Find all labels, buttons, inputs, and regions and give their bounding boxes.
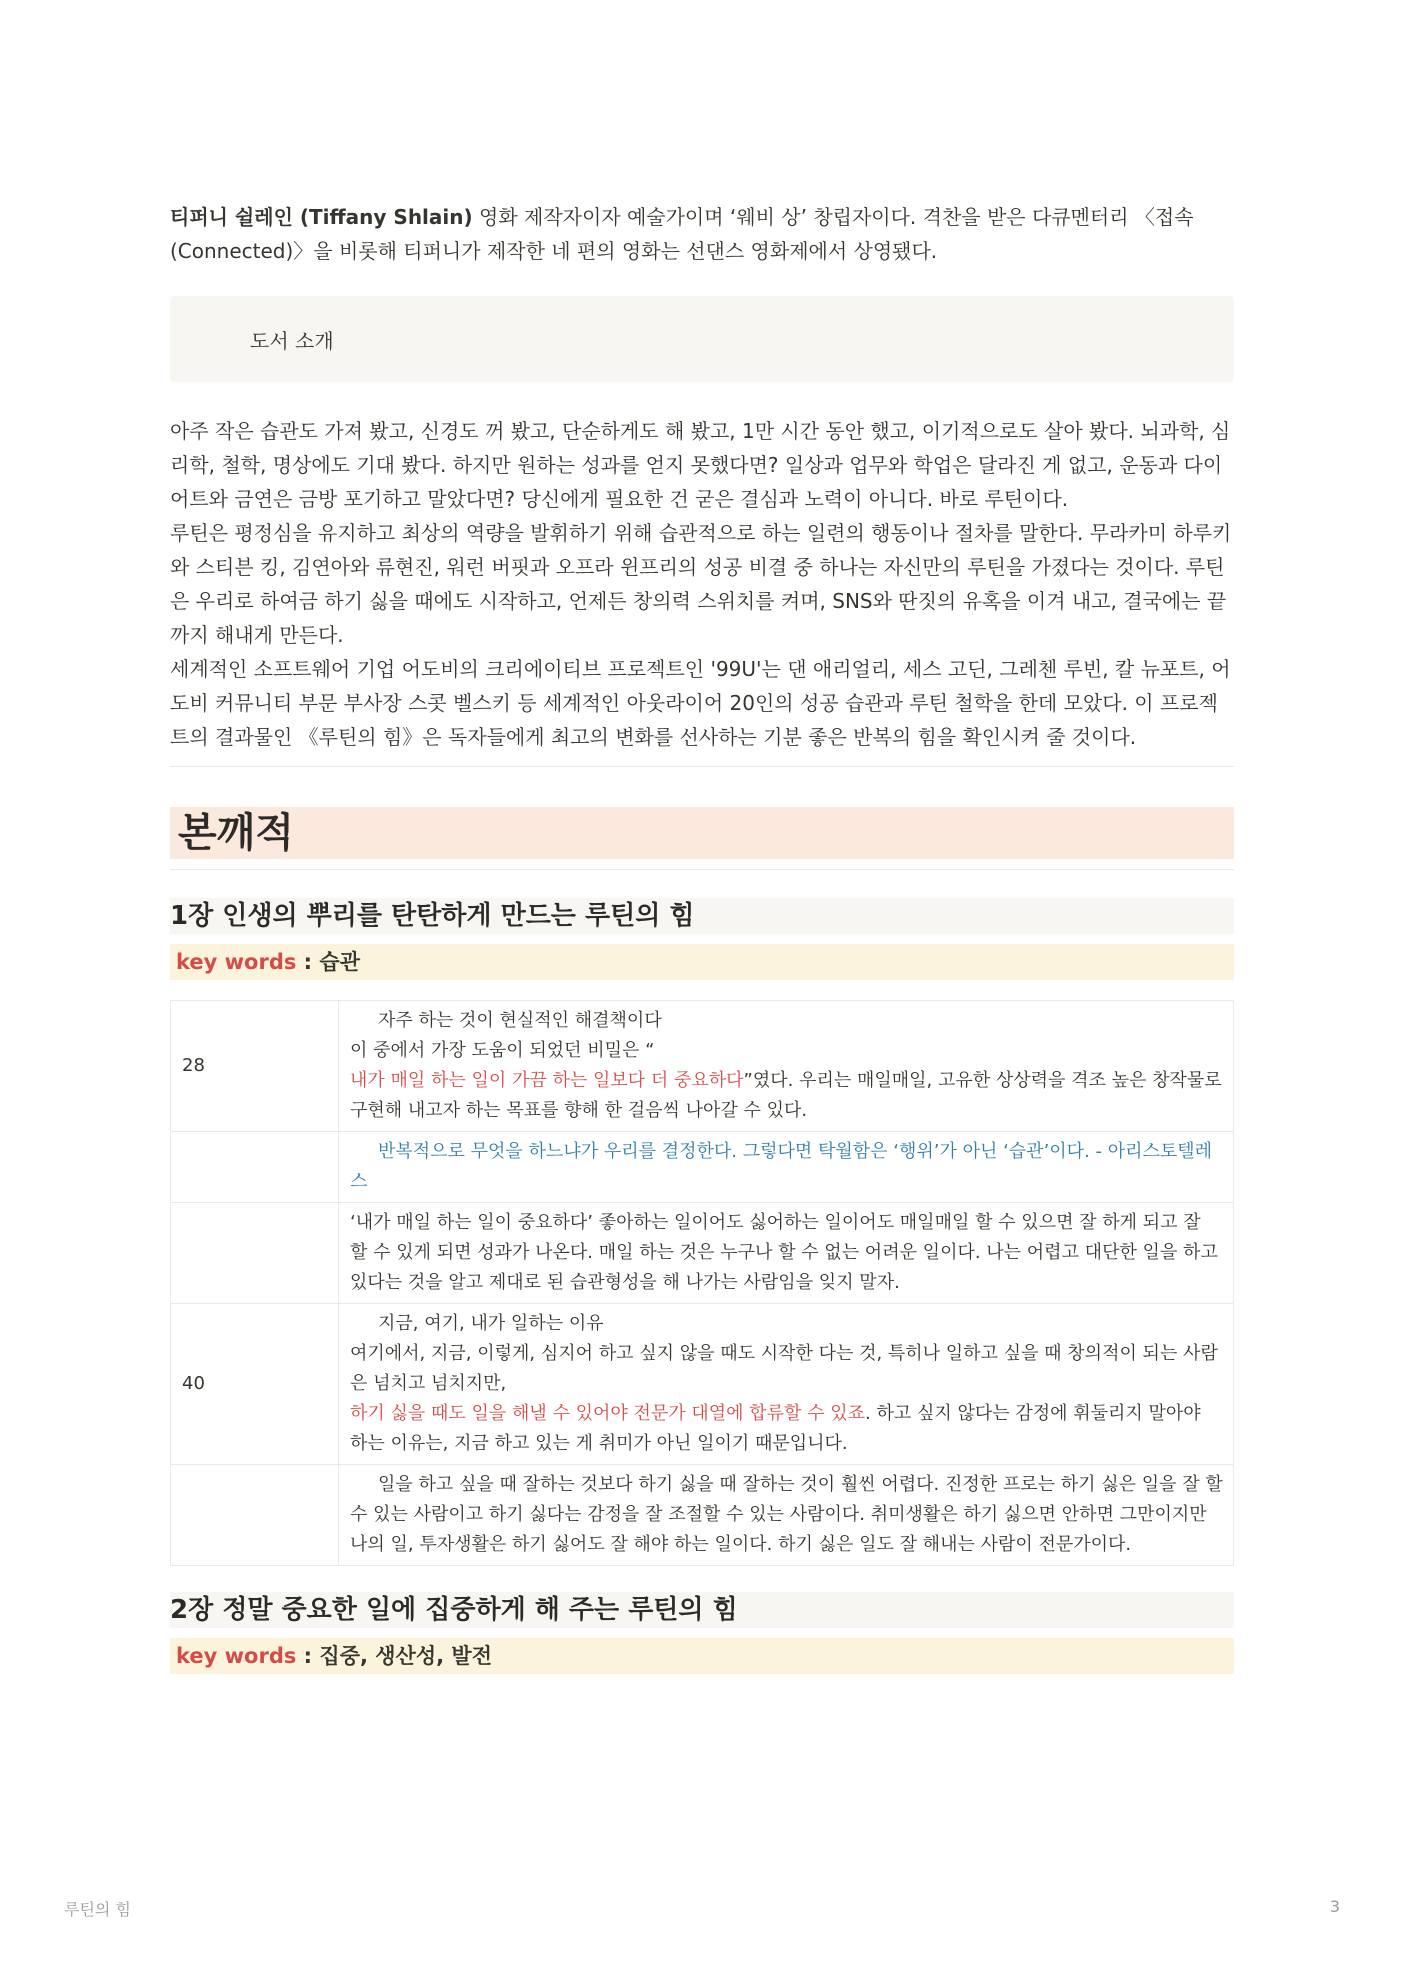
page-content — [170, 200, 1234, 1674]
chapter2-keywords — [170, 1638, 1234, 1674]
note-cell — [339, 1203, 1234, 1304]
note-heading: 자주 하는 것이 현실적인 해결책이다 — [378, 1010, 662, 1031]
note-cell — [339, 1132, 1234, 1203]
note-cell — [339, 1001, 1234, 1132]
intro-paragraph: 루틴은 평정심을 유지하고 최상의 역량을 발휘하기 위해 습관적으로 하는 일련의 행동이나 절차를 말한다. 무라카미 하루키와 스티븐 킹, 김연아와 류현진, 워런 버핏과 오프라 윈프리의 성공 비결 중 하나는 자신만의 루틴을 가졌다는 것이다. 루틴은 우리로 하여금 하기 싫을 때에도 시작하고, 언제든 창의력 스위치를 켜며, SNS와 딴짓의 유혹을 이겨 내고, 결국에는 끝까지 해내게 만든다. — [170, 521, 1232, 647]
note-text: 일을 하고 싶을 때 잘하는 것보다 하기 싫을 때 잘하는 것이 훨씬 어렵다. 진정한 프로는 하기 싫은 일을 잘 할 수 있는 사람이고 하기 싫다는 감정을 잘 조절할 수 있는 사람이다. 취미생활은 하기 싫으면 안하면 그만이지만 나의 일, 투자생활은 하기 싫어도 잘 해야 하는 일이다. 하기 싫은 일도 잘 해내는 사람이 전문가이다. — [350, 1474, 1223, 1555]
book-intro-callout — [170, 296, 1234, 382]
chapter1-title: 1장 인생의 뿌리를 탄탄하게 만드는 루틴의 힘 — [170, 898, 1234, 934]
divider — [170, 869, 1234, 870]
quote-blue: 반복적으로 무엇을 하느냐가 우리를 결정한다. 그렇다면 탁월함은 ‘행위’가 아닌 ‘습관’이다. - 아리스토텔레스 — [350, 1141, 1213, 1192]
note-heading: 지금, 여기, 내가 일하는 이유 — [378, 1313, 604, 1334]
page-number — [171, 1132, 339, 1203]
note-text: ‘내가 매일 하는 일이 중요하다’ 좋아하는 일이어도 싫어하는 일이어도 매일매일 할 수 있으면 잘 하게 되고 잘 할 수 있게 되면 성과가 나온다. 매일 하는 것은 누구나 할 수 없는 어려운 일이다. 나는 어렵고 대단한 일을 하고 있다는 것을 알고 제대로 된 습관형성을 해 나가는 사람임을 잊지 말자. — [350, 1212, 1218, 1293]
intro-paragraph: 세계적인 소프트웨어 기업 어도비의 크리에이티브 프로젝트인 '99U'는 댄 애리얼리, 세스 고딘, 그레첸 루빈, 칼 뉴포트, 어도비 커뮤니티 부문 부사장 스콧 벨스키 등 세계적인 아웃라이어 20인의 성공 습관과 루틴 철학을 한데 모았다. 이 프로젝트의 결과물인 《루틴의 힘》은 독자들에게 최고의 변화를 선사하는 기분 좋은 반복의 힘을 확인시켜 줄 것이다. — [170, 657, 1231, 749]
author-bio-text: 영화 제작자이자 예술가이며 ‘웨비 상’ 창립자이다. 격찬을 받은 다큐멘터리 〈접속(Connected)〉을 비롯해 티퍼니가 제작한 네 편의 영화는 선댄스 영화제에서 상영됐다. — [170, 205, 1194, 263]
main-heading: 본깨적 — [170, 807, 1234, 859]
keywords-label: key words — [176, 950, 297, 974]
table-row — [171, 1203, 1234, 1304]
note-cell — [339, 1304, 1234, 1465]
page-number — [171, 1465, 339, 1566]
highlight-red: 하기 싫을 때도 일을 해낼 수 있어야 전문가 대열에 합류할 수 있죠 — [350, 1403, 866, 1424]
note-text: 여기에서, 지금, 이렇게, 심지어 하고 싶지 않을 때도 시작한 다는 것, 특히나 일하고 싶을 때 창의적이 되는 사람은 넘치고 넘치지만, — [350, 1343, 1218, 1394]
note-text: 이 중에서 가장 도움이 되었던 비밀은 “ — [350, 1040, 655, 1061]
table-row — [171, 1465, 1234, 1566]
keywords-separator: : — [296, 1644, 320, 1668]
keywords-value: 집중, 생산성, 발전 — [319, 1644, 492, 1668]
page-number: 40 — [171, 1304, 339, 1465]
note-text: ”였다. 우리는 매일매일, 고유한 상상력을 격조 높은 창작물로 구현해 내고자 하는 목표를 향해 한 걸음씩 나아갈 수 있다. — [350, 1070, 1222, 1121]
notes-table — [170, 1000, 1234, 1566]
chapter1-keywords — [170, 944, 1234, 980]
chapter2-title: 2장 정말 중요한 일에 집중하게 해 주는 루틴의 힘 — [170, 1592, 1234, 1628]
book-intro-text — [170, 414, 1234, 754]
table-row — [171, 1001, 1234, 1132]
footer-page-number: 3 — [1329, 1897, 1340, 1916]
keywords-separator: : — [296, 950, 320, 974]
highlight-red: 내가 매일 하는 일이 가끔 하는 일보다 더 중요하다 — [350, 1070, 744, 1091]
note-text: . 하고 싶지 않다는 감정에 휘둘리지 말아야 하는 이유는, 지금 하고 있는 게 취미가 아닌 일이기 때문입니다. — [350, 1403, 1201, 1454]
intro-paragraph: 아주 작은 습관도 가져 봤고, 신경도 꺼 봤고, 단순하게도 해 봤고, 1만 시간 동안 했고, 이기적으로도 살아 봤다. 뇌과학, 심리학, 철학, 명상에도 기대 봤다. 하지만 원하는 성과를 얻지 못했다면? 일상과 업무와 학업은 달라진 게 없고, 운동과 다이어트와 금연은 금방 포기하고 말았다면? 당신에게 필요한 건 굳은 결심과 노력이 아니다. 바로 루틴이다. — [170, 419, 1231, 511]
table-row — [171, 1132, 1234, 1203]
author-bio — [170, 200, 1234, 268]
page-number: 28 — [171, 1001, 339, 1132]
footer-title: 루틴의 힘 — [64, 1900, 131, 1919]
table-row — [171, 1304, 1234, 1465]
divider — [170, 766, 1234, 767]
keywords-value: 습관 — [319, 950, 360, 974]
callout-label: 도서 소개 — [250, 328, 334, 353]
page-number — [171, 1203, 339, 1304]
author-name: 티퍼니 쉴레인 (Tiffany Shlain) — [170, 205, 473, 229]
note-cell — [339, 1465, 1234, 1566]
keywords-label: key words — [176, 1644, 297, 1668]
